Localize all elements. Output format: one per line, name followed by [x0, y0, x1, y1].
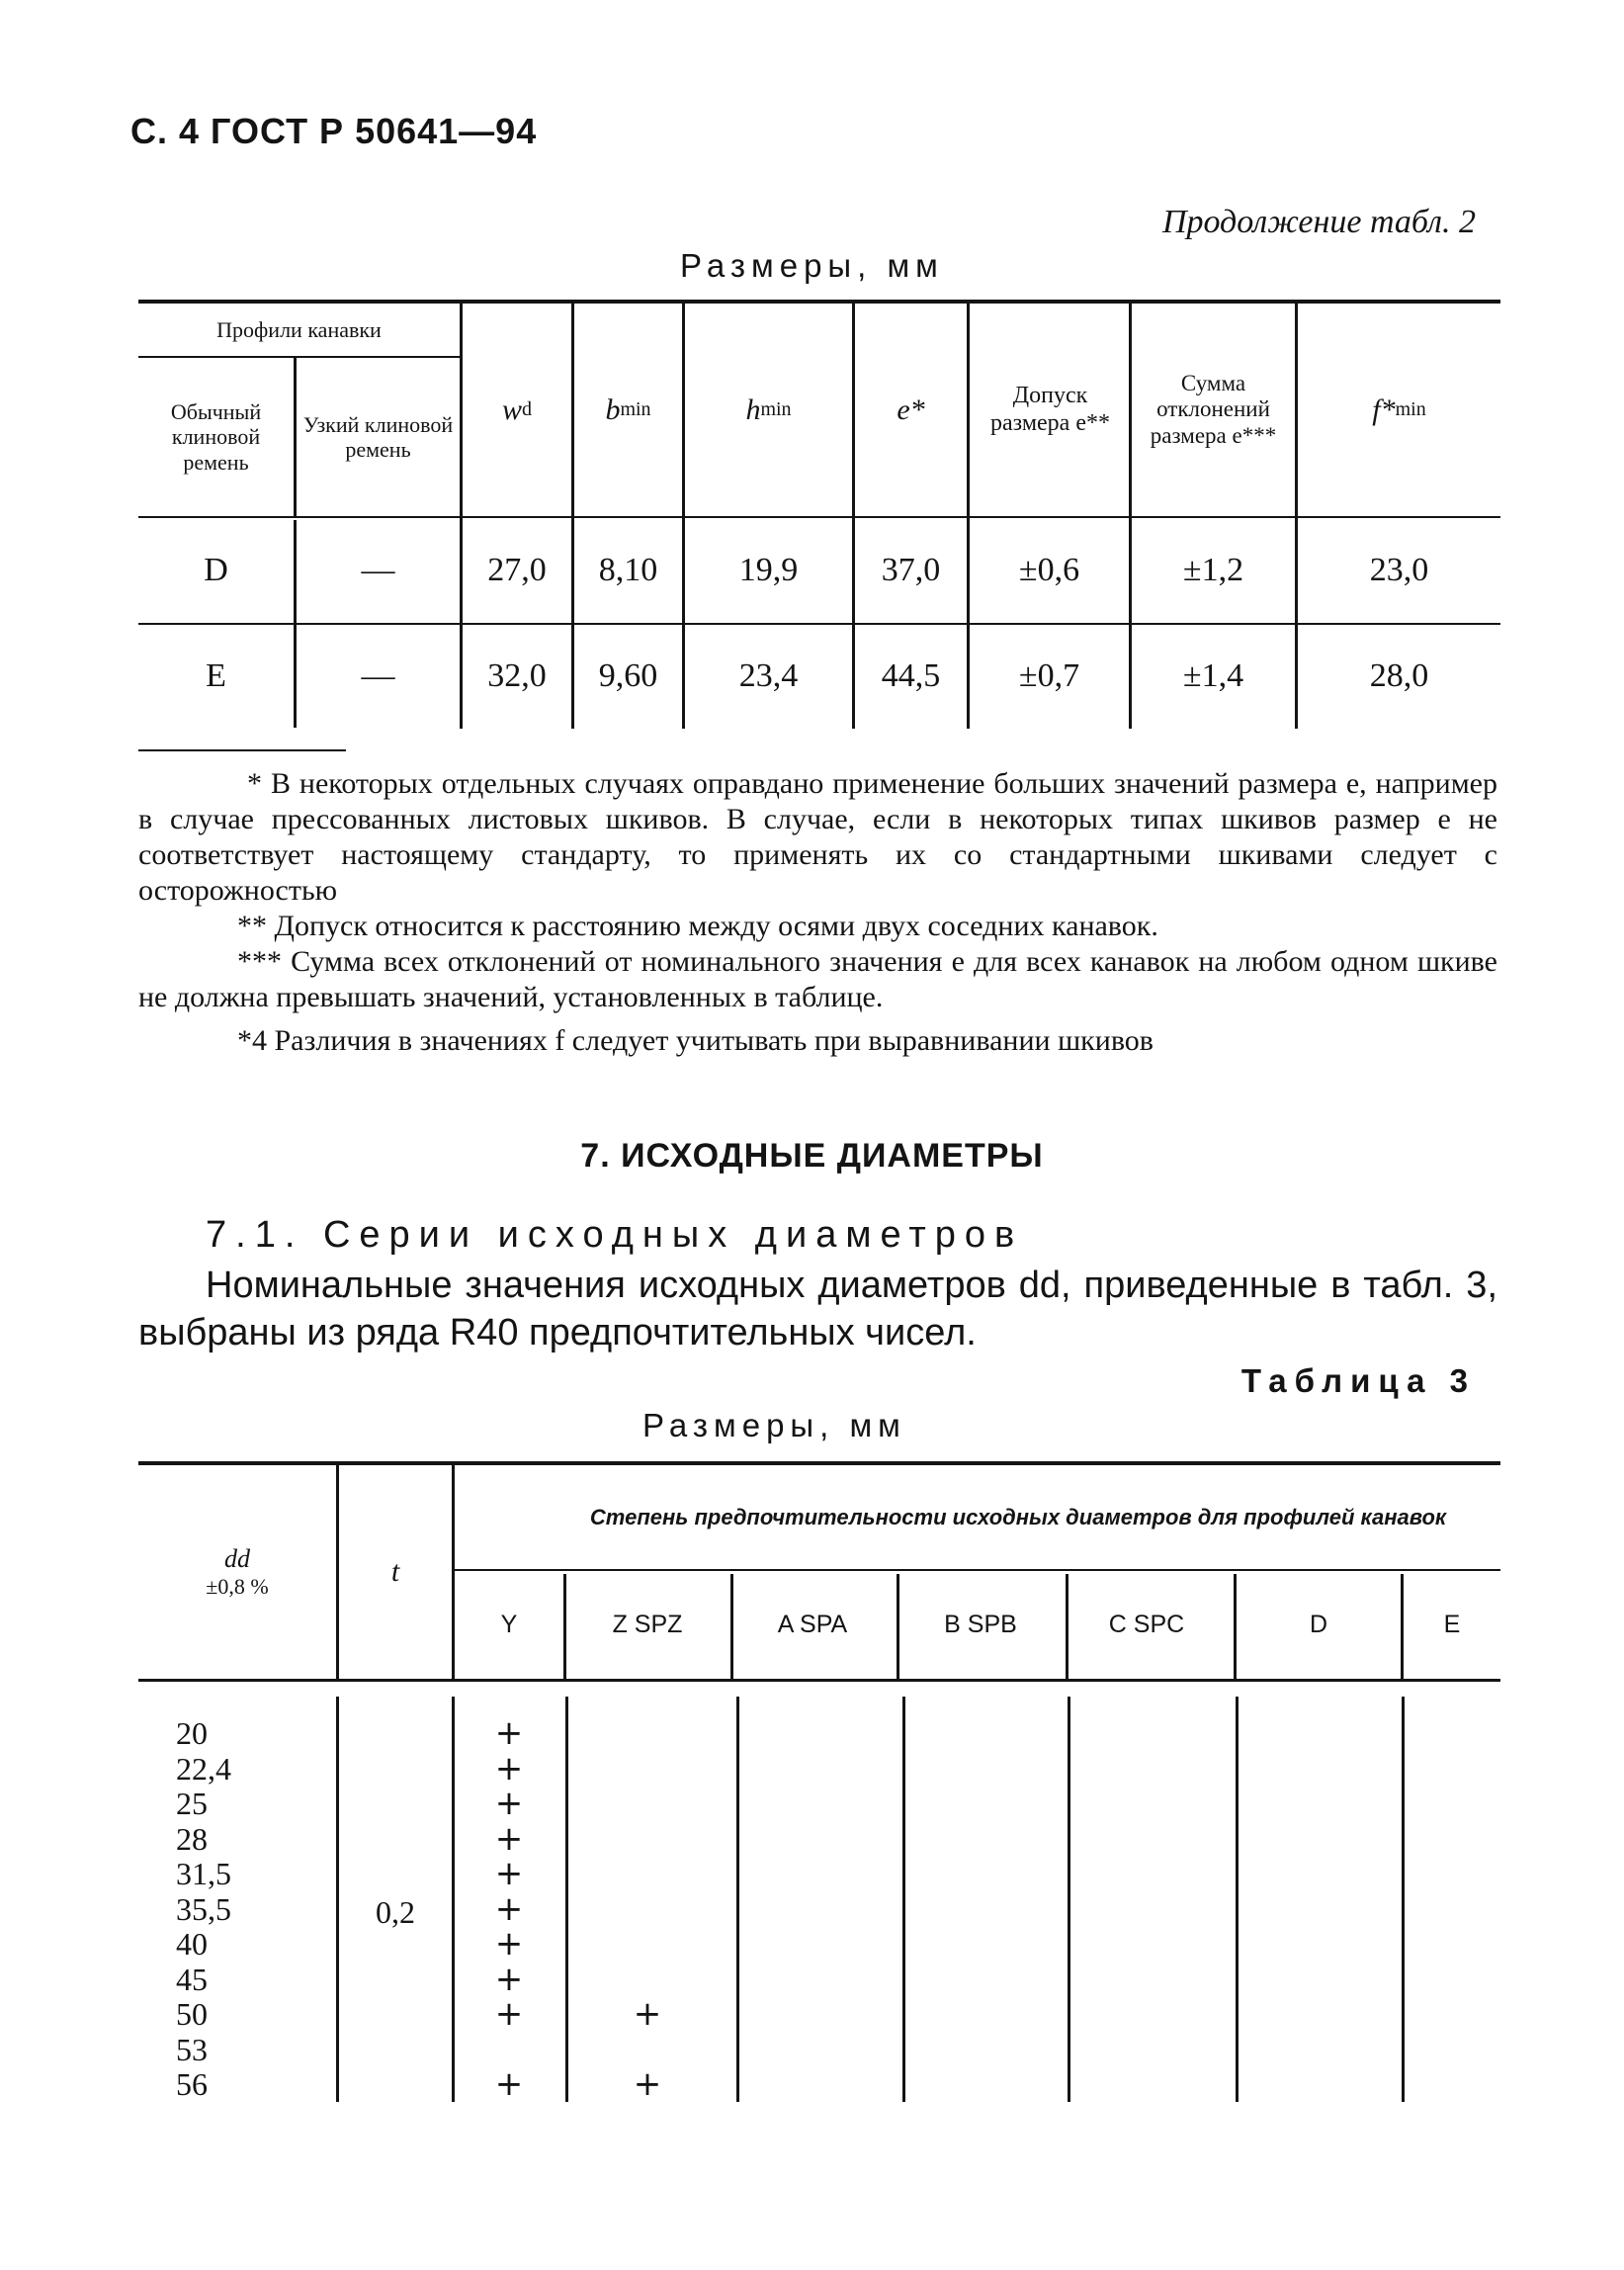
table3-header-profile: Y	[500, 1610, 518, 1638]
cell-narrow: —	[361, 657, 395, 694]
preference-mark: +	[494, 1924, 524, 1964]
preference-mark	[608, 2033, 687, 2068]
table3-header-profile: C SPC	[1108, 1610, 1185, 1638]
footnote: *** Сумма всех отклонений от номинального значения e для всех канавок на любом одном шкиве не должна превышать значений, установленных в таблице.	[138, 945, 1497, 1013]
table2-header-hmin: h min	[745, 393, 792, 426]
table3-header-profile: B SPB	[944, 1610, 1017, 1638]
table3-header-profile: Z SPZ	[612, 1610, 683, 1638]
cell-hmin: 23,4	[738, 657, 799, 694]
section-body-text	[138, 1262, 1497, 1356]
table2-header-wd: w d	[501, 393, 532, 426]
preference-mark: +	[633, 1994, 662, 2034]
subsection-heading: 7.1. Серии исходных диаметров	[206, 1214, 1024, 1256]
preference-mark	[608, 1963, 687, 1998]
section-heading: 7. ИСХОДНЫЕ ДИАМЕТРЫ	[580, 1137, 1044, 1175]
table3-label: Таблица 3	[1240, 1362, 1476, 1399]
cell-sum-deviations: ±1,4	[1182, 657, 1244, 694]
table2-header-e: e*	[897, 393, 925, 426]
preference-mark: +	[633, 2064, 662, 2104]
diameter-value: 25	[176, 1786, 208, 1821]
cell-wd: 27,0	[487, 552, 547, 588]
preference-mark	[608, 1892, 687, 1928]
table3-column-Y	[474, 1713, 544, 2104]
page-header: С. 4 ГОСТ Р 50641—94	[130, 111, 538, 151]
diameter-value: 22,4	[176, 1750, 231, 1787]
table2-header-sum-deviations: Сумма отклонений размера e***	[1150, 370, 1277, 448]
table2-header-narrow: Узкий клиновой ремень	[302, 411, 454, 462]
table2-header-bmin: b min	[605, 393, 651, 426]
diameter-value: 20	[176, 1715, 208, 1751]
preference-mark: +	[494, 1748, 524, 1789]
diameter-value: 45	[176, 1961, 208, 1997]
cell-hmin: 19,9	[738, 552, 799, 588]
preference-mark	[608, 1787, 687, 1822]
diameter-value: 50	[176, 1996, 208, 2032]
preference-mark	[608, 1857, 687, 1892]
table3-units: Размеры, мм	[642, 1407, 906, 1443]
preference-mark: +	[494, 1888, 524, 1929]
table2-header-profiles: Профили канавки	[216, 316, 382, 342]
diameter-value: 35,5	[176, 1890, 231, 1927]
table3-header-t: t	[390, 1555, 400, 1588]
table3-column-Z	[608, 1716, 687, 2103]
diameter-value: 53	[176, 2031, 208, 2067]
preference-mark: +	[494, 1818, 524, 1859]
cell-fmin: 28,0	[1369, 657, 1429, 694]
footnote: * В некоторых отдельных случаях оправдано применение больших значений размера e, например в случае прессованных листовых шкивов. В случае, если в некоторых типах шкивов размер e не соответствует настоящему стандарту, то применять их со стандартными шкивами следует с осторожностью	[138, 767, 1497, 907]
table3-diameter-column	[176, 1716, 295, 2103]
table3-t-value: 0,2	[376, 1893, 415, 1930]
table3-header-profile: E	[1443, 1610, 1461, 1638]
table2-header-fmin: f* min	[1372, 393, 1426, 426]
table3-header-profile: A SPA	[777, 1610, 848, 1638]
footnote: *4 Различия в значениях f следует учитывать при выравнивании шкивов	[237, 1024, 1154, 1057]
preference-mark: +	[494, 2064, 524, 2104]
cell-tolerance: ±0,6	[1018, 552, 1080, 588]
cell-e: 37,0	[881, 552, 941, 588]
table2-footnotes	[138, 766, 1497, 1059]
preference-mark: +	[494, 1994, 524, 2034]
cell-wd: 32,0	[487, 657, 547, 694]
preference-mark	[608, 1716, 687, 1752]
cell-narrow: —	[361, 552, 395, 588]
cell-bmin: 9,60	[598, 657, 658, 694]
cell-tolerance: ±0,7	[1018, 657, 1080, 694]
diameter-value: 28	[176, 1820, 208, 1857]
diameter-value: 31,5	[176, 1856, 231, 1891]
footnote: ** Допуск относится к расстоянию между осями двух соседних канавок.	[237, 910, 1158, 942]
table2-units: Размеры, мм	[680, 247, 944, 284]
table2-header-tolerance: Допуск размера e**	[990, 382, 1110, 436]
paragraph-text: Номинальные значения исходных диаметров dd, приведенные в табл. 3, выбраны из ряда R40 предпочтительных чисел.	[138, 1265, 1497, 1353]
preference-mark: +	[494, 1959, 524, 1999]
cell-classic: D	[204, 552, 228, 588]
cell-bmin: 8,10	[598, 552, 658, 588]
preference-mark	[608, 1822, 687, 1858]
diameter-value: 56	[176, 2066, 208, 2102]
cell-fmin: 23,0	[1369, 552, 1429, 588]
table2-continuation-label: Продолжение табл. 2	[1161, 204, 1476, 240]
cell-classic: E	[206, 657, 226, 694]
diameter-value: 40	[176, 1926, 208, 1962]
cell-e: 44,5	[881, 657, 941, 694]
footnote-separator	[138, 749, 346, 751]
table3-header-profile: D	[1309, 1610, 1328, 1638]
table3-header-group: Степень предпочтительности исходных диаметров для профилей канавок	[589, 1504, 1447, 1529]
preference-mark: +	[494, 1854, 524, 1893]
cell-sum-deviations: ±1,2	[1182, 552, 1244, 588]
preference-mark: +	[494, 1713, 524, 1753]
preference-mark	[608, 1927, 687, 1963]
preference-mark	[474, 2033, 544, 2068]
preference-mark	[608, 1752, 687, 1788]
preference-mark: +	[494, 1784, 524, 1823]
table2-header-classic: Обычный клиновой ремень	[170, 399, 262, 475]
table3-header-dd: dd ±0,8 %	[206, 1544, 269, 1599]
